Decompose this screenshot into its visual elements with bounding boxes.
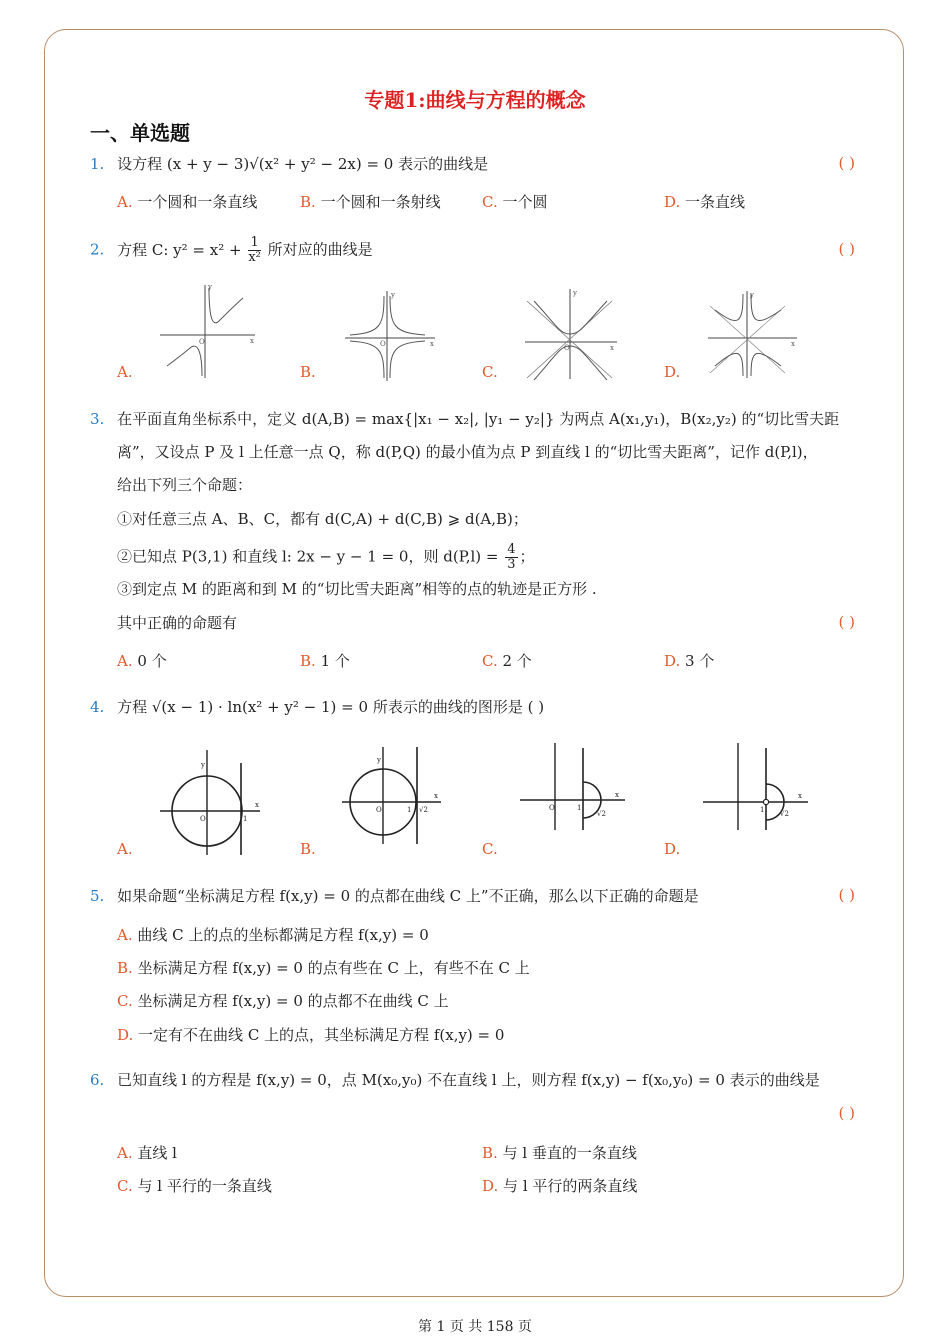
page-frame: [44, 29, 904, 1297]
svg-text:O: O: [200, 815, 206, 823]
svg-text:x: x: [250, 337, 254, 345]
option-a[interactable]: A. 0 个: [117, 652, 167, 670]
svg-text:x: x: [434, 792, 438, 800]
question-4: [90, 697, 544, 717]
option-a[interactable]: A. 一个圆和一条直线: [117, 193, 258, 211]
question-5: [90, 886, 699, 906]
option-c[interactable]: C. 与 l 平行的一条直线: [117, 1177, 272, 1195]
svg-text:x: x: [430, 340, 434, 348]
svg-text:y: y: [573, 289, 577, 297]
question-number: 2.: [90, 240, 105, 259]
option-a[interactable]: A.: [117, 840, 133, 858]
svg-text:y: y: [391, 291, 395, 299]
svg-text:y: y: [750, 291, 754, 299]
graph-q2-c: [522, 286, 622, 382]
question-number: 5.: [90, 887, 105, 905]
svg-text:O: O: [380, 340, 386, 348]
answer-paren: ( ): [838, 240, 855, 258]
option-c[interactable]: C.: [482, 363, 498, 381]
svg-text:x: x: [255, 801, 259, 809]
question-number: 4.: [90, 698, 105, 716]
answer-paren: ( ): [838, 886, 855, 904]
question-text-line3: 给出下列三个命题：: [117, 476, 253, 494]
option-c[interactable]: C.: [482, 840, 498, 858]
graph-q2-b: [340, 288, 440, 383]
svg-text:y: y: [208, 283, 212, 291]
proposition-3: ③到定点 M 的距离和到 M 的“切比雪夫距离”相等的点的轨迹是正方形 .: [117, 580, 597, 598]
option-b[interactable]: B.: [300, 840, 316, 858]
option-d[interactable]: D.: [664, 840, 681, 858]
question-number: 3.: [90, 410, 105, 428]
answer-paren: ( ): [838, 1104, 855, 1122]
svg-text:O: O: [376, 806, 382, 814]
proposition-1: ①对任意三点 A、B、C，都有 d(C,A) + d(C,B) ⩾ d(A,B)；: [117, 510, 528, 528]
svg-text:O: O: [199, 338, 205, 346]
option-a[interactable]: A. 曲线 C 上的点的坐标都满足方程 f(x,y) = 0: [117, 926, 429, 944]
option-a[interactable]: A. 直线 l: [117, 1144, 177, 1162]
option-c[interactable]: C. 坐标满足方程 f(x,y) = 0 的点都不在曲线 C 上: [117, 992, 449, 1010]
svg-text:1: 1: [243, 815, 248, 823]
option-c[interactable]: C. 一个圆: [482, 193, 548, 211]
question-text: 已知直线 l 的方程是 f(x,y) = 0，点 M(x₀,y₀) 不在直线 l 上，则方程 f(x,y) − f(x₀,y₀) = 0 表示的曲线是: [117, 1071, 820, 1089]
svg-text:1: 1: [407, 806, 412, 814]
svg-text:x: x: [798, 792, 802, 800]
option-b[interactable]: B. 坐标满足方程 f(x,y) = 0 的点有些在 C 上，有些不在 C 上: [117, 959, 530, 977]
svg-text:√2: √2: [780, 810, 789, 818]
question-text-line1: 在平面直角坐标系中，定义 d(A,B) = max{|x₁ − x₂|, |y₁ − y₂|} 为两点 A(x₁,y₁)，B(x₂,y₂) 的“切比雪夫距: [117, 410, 840, 428]
option-b[interactable]: B. 1 个: [300, 652, 350, 670]
graph-q2-d: [705, 288, 800, 380]
answer-paren: ( ): [838, 154, 855, 172]
svg-text:1: 1: [577, 804, 582, 812]
option-a[interactable]: A.: [117, 363, 133, 381]
svg-text:√2: √2: [597, 810, 606, 818]
proposition-2: ②已知点 P(3,1) 和直线 l: 2x − y − 1 = 0，则 d(P,l) = $\frac{4}{3}$ ；: [117, 542, 535, 572]
question-number: 6.: [90, 1071, 105, 1089]
answer-paren: ( ): [838, 613, 855, 631]
question-text-a: 方程 C: y² = x² +: [117, 240, 247, 259]
option-c[interactable]: C. 2 个: [482, 652, 532, 670]
svg-text:O: O: [564, 344, 570, 352]
svg-text:1: 1: [760, 806, 765, 814]
question-text: 方程 √(x − 1) · ln(x² + y² − 1) = 0 所表示的曲线的图形是 ( ): [117, 698, 545, 716]
svg-text:√2: √2: [419, 806, 428, 814]
page-title: 专题1:曲线与方程的概念: [364, 88, 586, 112]
section-heading: 一、单选题: [90, 121, 190, 145]
svg-text:y: y: [377, 756, 381, 764]
option-b[interactable]: B.: [300, 363, 316, 381]
option-b[interactable]: B. 与 l 垂直的一条直线: [482, 1144, 637, 1162]
question-number: 1.: [90, 155, 105, 173]
question-text: 设方程 (x + y − 3)√(x² + y² − 2x) = 0 表示的曲线是: [117, 155, 489, 173]
fraction: $\frac{4}{3}$: [507, 542, 516, 572]
option-d[interactable]: D. 一条直线: [664, 193, 746, 211]
question-2: [90, 236, 373, 265]
graph-q4-b: [337, 742, 445, 847]
question-text-line2: 离”，又设点 P 及 l 上任意一点 Q，称 d(P,Q) 的最小值为点 P 到直线 l 的“切比雪夫距离”，记作 d(P,l)，: [117, 443, 818, 461]
question-6: [90, 1070, 820, 1090]
question-1: [90, 154, 488, 174]
svg-text:y: y: [201, 761, 205, 769]
svg-text:x: x: [791, 340, 795, 348]
fraction: $\frac{1}{\text{x²}}$: [248, 235, 261, 265]
question-ask: 其中正确的命题有: [117, 614, 238, 632]
question-3: [90, 409, 839, 429]
svg-text:x: x: [615, 791, 619, 799]
question-text-b: 所对应的曲线是: [262, 240, 373, 259]
graph-q4-d: [700, 740, 810, 832]
svg-text:O: O: [549, 804, 555, 812]
question-text: 如果命题“坐标满足方程 f(x,y) = 0 的点都在曲线 C 上”不正确，那么以下正确的命题是: [117, 887, 699, 905]
option-d[interactable]: D. 3 个: [664, 652, 715, 670]
graph-q4-a: [155, 745, 265, 857]
svg-text:x: x: [610, 344, 614, 352]
option-d[interactable]: D. 与 l 平行的两条直线: [482, 1177, 638, 1195]
option-b[interactable]: B. 一个圆和一条射线: [300, 193, 441, 211]
graph-q4-c: [517, 740, 627, 832]
graph-q2-a: [155, 280, 260, 380]
option-d[interactable]: D. 一定有不在曲线 C 上的点，其坐标满足方程 f(x,y) = 0: [117, 1026, 505, 1044]
page-footer: 第 1 页 共 158 页: [418, 1319, 532, 1335]
option-d[interactable]: D.: [664, 363, 681, 381]
